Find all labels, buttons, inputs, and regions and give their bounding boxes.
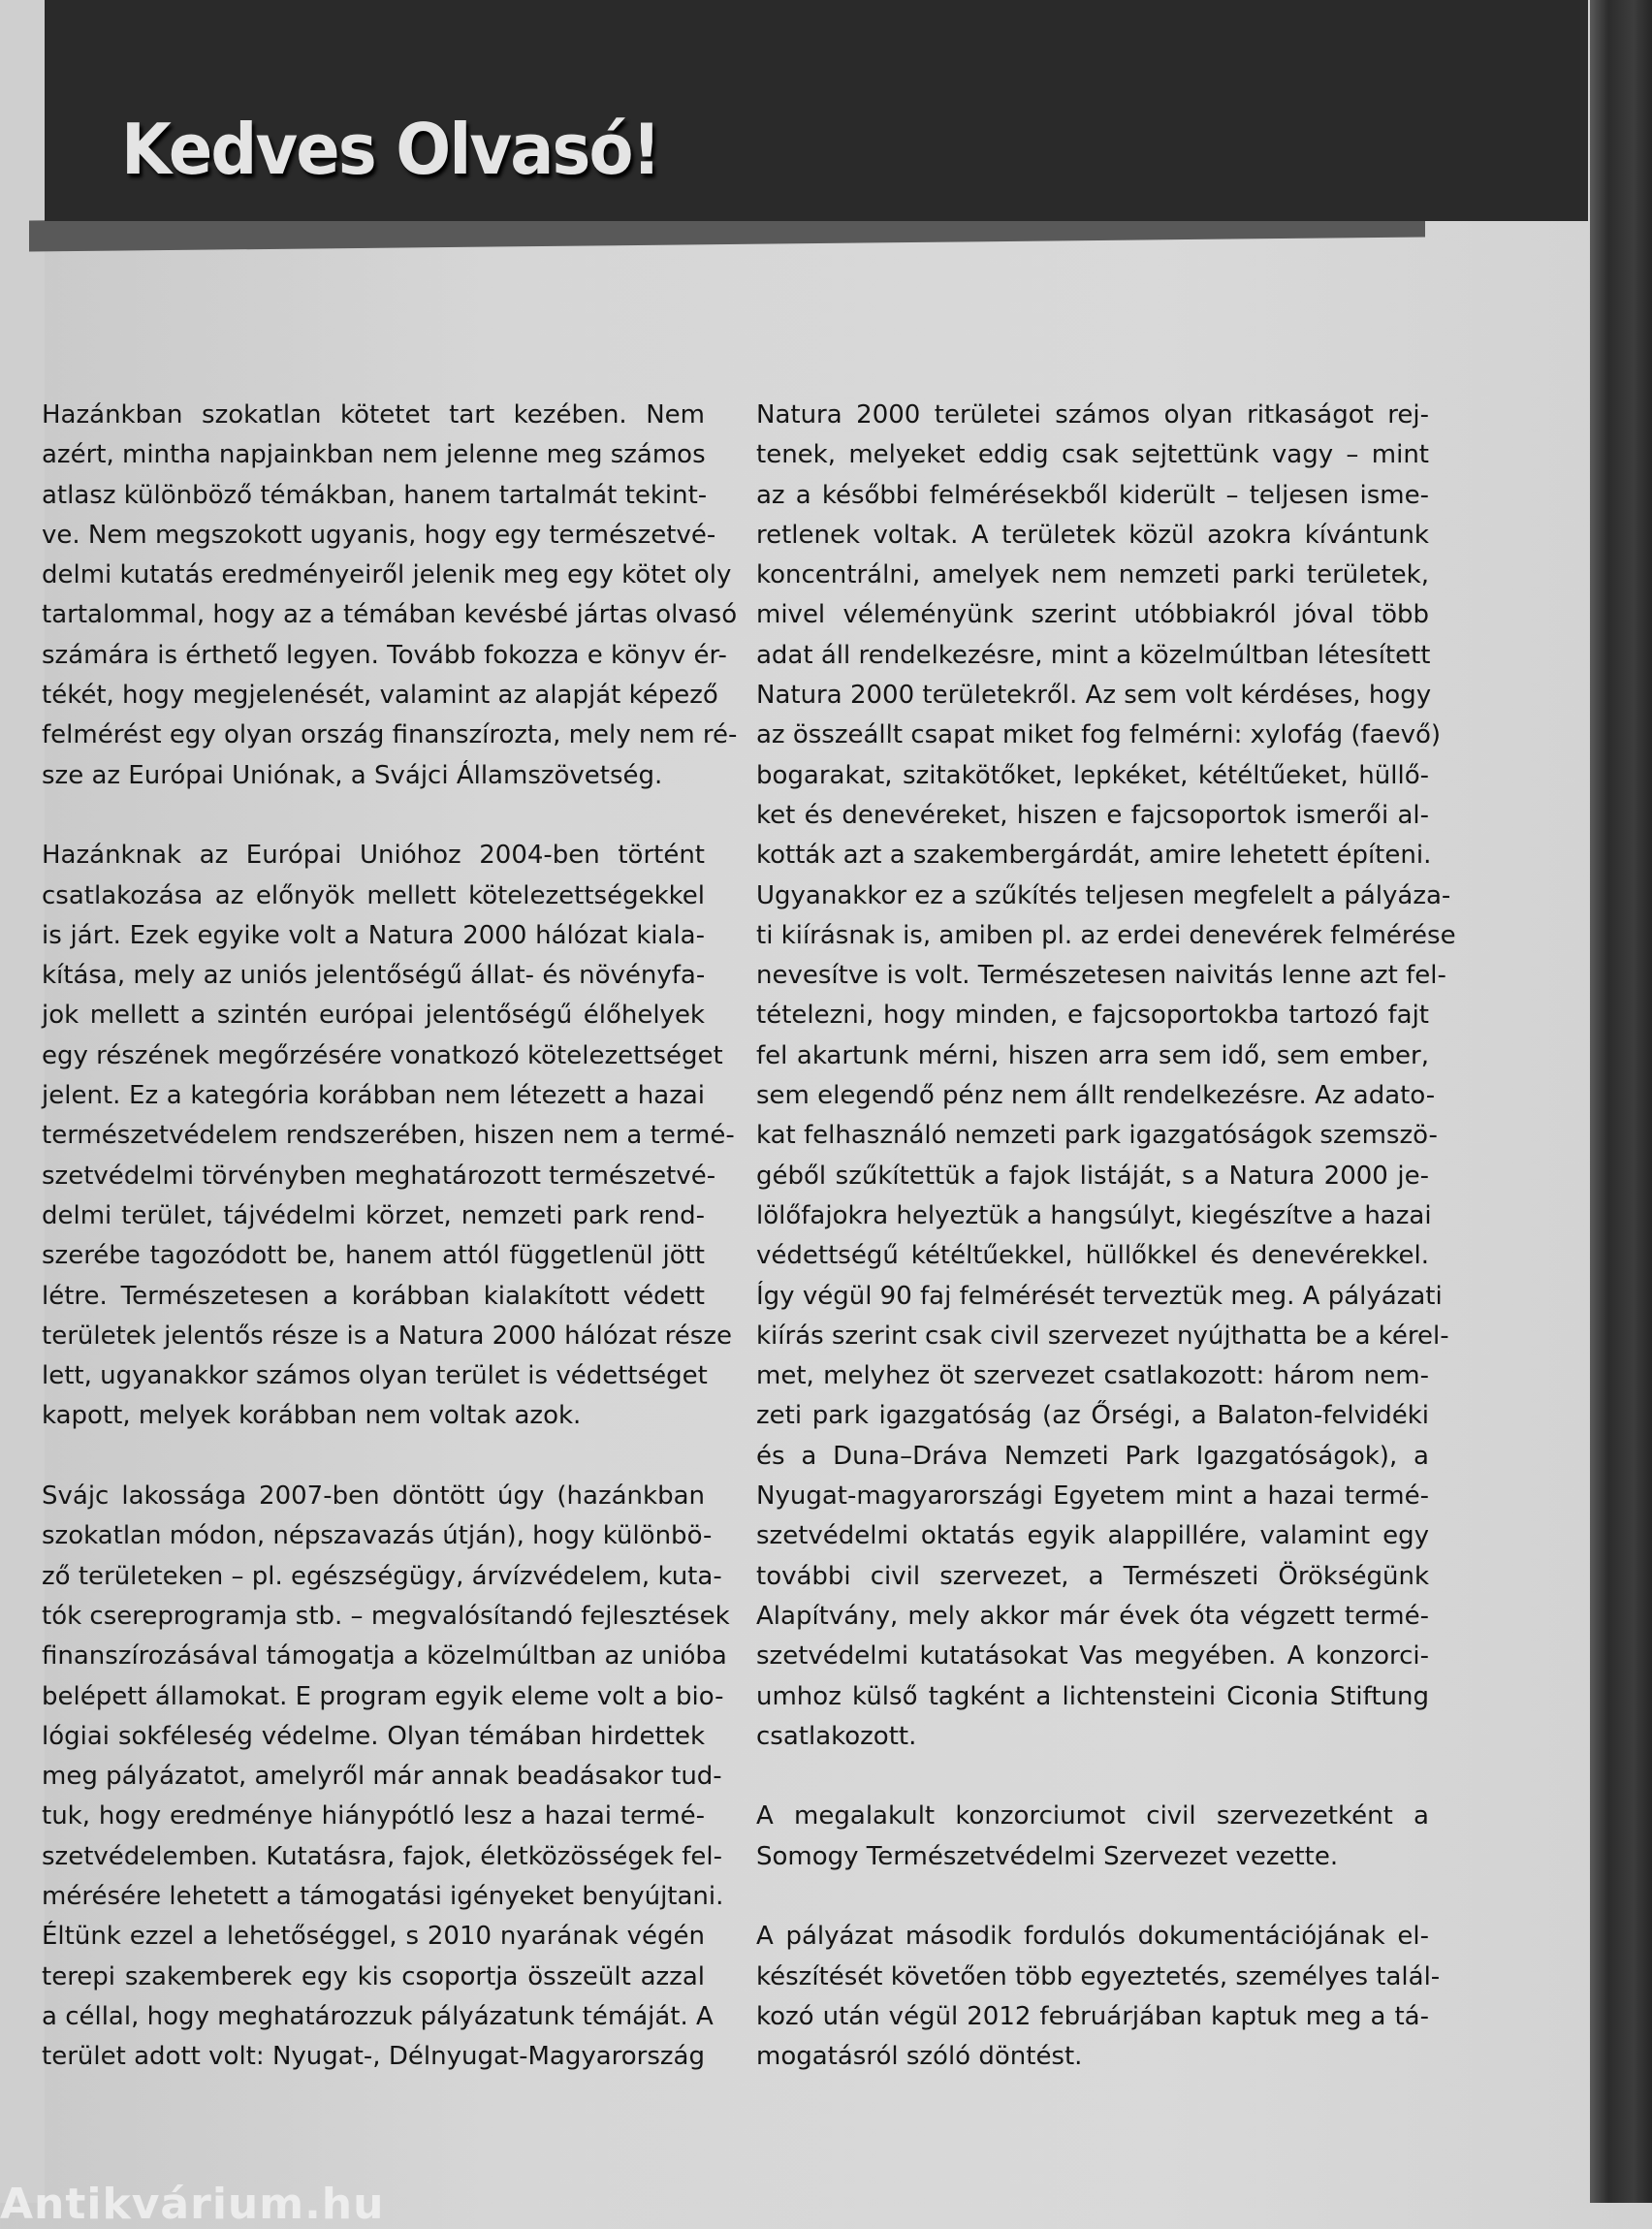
text-line: szetvédelmi oktatás egyik alappillére, valamint egy <box>756 1521 1429 1551</box>
text-line: számára is érthető legyen. Tovább fokozza e könyv ér- <box>42 640 727 670</box>
text-line: meg pályázatot, amelyről már annak beadásakor tud- <box>42 1762 722 1792</box>
text-line: szokatlan módon, népszavazás útján), hogy különbö- <box>42 1521 713 1551</box>
text-line: természetvédelem rendszerében, hiszen nem a termé- <box>42 1121 735 1151</box>
paragraph-gap <box>42 1437 705 1477</box>
text-line: Éltünk ezzel a lehetőséggel, s 2010 nyarának végén <box>42 1922 705 1952</box>
text-line: az a későbbi felmérésekből kiderült – teljesen isme- <box>756 480 1429 510</box>
text-line: ti kiírásnak is, amiben pl. az erdei denevérek felmérése <box>756 920 1456 950</box>
text-line: tuk, hogy eredménye hiánypótló lesz a hazai termé- <box>42 1801 705 1831</box>
text-line: csatlakozott. <box>756 1721 917 1751</box>
text-line: azért, mintha napjainkban nem jelenne meg számos <box>42 440 706 470</box>
text-line: koncentrálni, amelyek nem nemzeti parki területek, <box>756 560 1429 590</box>
text-line: A pályázat második fordulós dokumentációjának el- <box>756 1922 1429 1952</box>
watermark: Antikvárium.hu <box>0 2180 385 2229</box>
text-line: védettségű kétéltűekkel, hüllőkkel és denevérekkel. <box>756 1241 1429 1271</box>
text-line: met, melyhez öt szervezet csatlakozott: három nem- <box>756 1361 1429 1391</box>
text-line: létre. Természetesen a korábban kialakított védett <box>42 1281 705 1311</box>
text-line: ző területeken – pl. egészségügy, árvízvédelem, kuta- <box>42 1561 722 1591</box>
text-line: atlasz különböző témákban, hanem tartalmát tekint- <box>42 480 708 510</box>
text-line: Hazánknak az Európai Unióhoz 2004-ben történt <box>42 841 705 871</box>
text-line: készítését követően több egyeztetés, személyes talál- <box>756 1961 1441 1991</box>
text-line: delmi terület, tájvédelmi körzet, nemzeti park rend- <box>42 1200 705 1230</box>
text-line: tételezni, hogy minden, e fajcsoportokba tartozó fajt <box>756 1001 1429 1031</box>
text-line: A megalakult konzorciumot civil szervezetként a <box>756 1801 1429 1831</box>
text-line: belépett államokat. E program egyik eleme volt a bio- <box>42 1681 724 1711</box>
text-line: terepi szakemberek egy kis csoportja összeült azzal <box>42 1961 705 1991</box>
text-line: ket és denevéreket, hiszen e fajcsoportok ismerői al- <box>756 800 1429 830</box>
text-line: csatlakozása az előnyök mellett kötelezettségekkel <box>42 880 705 910</box>
text-line: szetvédelmi törvényben meghatározott természetvé- <box>42 1161 716 1191</box>
paragraph <box>42 836 735 1436</box>
text-line: kapott, melyek korábban nem voltak azok. <box>42 1401 582 1431</box>
text-line: sze az Európai Uniónak, a Svájci Államszövetség. <box>42 760 663 790</box>
text-line: adat áll rendelkezésre, mint a közelmúltban létesített <box>756 640 1431 670</box>
page-title: Kedves Olvasó! <box>121 109 660 190</box>
text-line: tók csereprogramja stb. – megvalósítandó fejlesztések <box>42 1601 730 1631</box>
text-line: az összeállt csapat miket fog felmérni: xylofág (faevő) <box>756 720 1442 750</box>
text-line: ve. Nem megszokott ugyanis, hogy egy természetvé- <box>42 520 716 550</box>
text-line: bogarakat, szitakötőket, lepkéket, kétéltűeket, hüllő- <box>756 760 1429 790</box>
text-line: tenek, melyeket eddig csak sejtettünk vagy – mint <box>756 440 1429 470</box>
text-line: Így végül 90 faj felmérését terveztük meg. A pályázati <box>756 1281 1443 1311</box>
text-line: géből szűkítettük a fajok listáját, s a Natura 2000 je- <box>756 1161 1429 1191</box>
text-line: sem elegendő pénz nem állt rendelkezésre. Az adato- <box>756 1081 1436 1111</box>
text-line: kat felhasználó nemzeti park igazgatóságok szemszö- <box>756 1121 1438 1151</box>
text-line: terület adott volt: Nyugat-, Délnyugat-Magyarország <box>42 2042 705 2072</box>
paragraph-gap <box>756 1877 1429 1917</box>
text-line: tékét, hogy megjelenését, valamint az alapját képező <box>42 681 718 711</box>
text-line: felmérést egy olyan ország finanszírozta, mely nem ré- <box>42 720 738 750</box>
book-edge <box>1590 0 1652 2203</box>
text-line: lett, ugyanakkor számos olyan terület is védettséget <box>42 1361 708 1391</box>
text-line: Alapítvány, mely akkor már évek óta végzett termé- <box>756 1601 1429 1631</box>
text-line: Hazánkban szokatlan kötetet tart kezében. Nem <box>42 400 705 430</box>
text-line: kozó után végül 2012 februárjában kaptuk meg a tá- <box>756 2001 1429 2031</box>
paragraph <box>756 1917 1441 2077</box>
text-line: is járt. Ezek egyike volt a Natura 2000 hálózat kiala- <box>42 920 705 950</box>
text-line: nevesítve is volt. Természetesen naivitás lenne azt fel- <box>756 961 1446 991</box>
text-line: és a Duna–Dráva Nemzeti Park Igazgatóságok), a <box>756 1441 1429 1471</box>
paragraph-gap <box>756 1757 1429 1797</box>
paragraph <box>42 1477 730 2077</box>
text-line: delmi kutatás eredményeiről jelenik meg egy kötet oly <box>42 560 732 590</box>
text-line: retlenek voltak. A területek közül azokra kívántunk <box>756 520 1429 550</box>
text-line: umhoz külső tagként a lichtensteini Ciconia Stiftung <box>756 1681 1429 1711</box>
paragraph <box>756 396 1456 1757</box>
text-line: a céllal, hogy meghatározzuk pályázatunk témáját. A <box>42 2001 714 2031</box>
text-line: jelent. Ez a kategória korábban nem létezett a hazai <box>42 1081 705 1111</box>
text-line: szerébe tagozódott be, hanem attól függetlenül jött <box>42 1241 705 1271</box>
text-line: szetvédelemben. Kutatásra, fajok, életközösségek fel- <box>42 1841 722 1871</box>
text-line: Natura 2000 területei számos olyan ritkaságot rej- <box>756 400 1429 430</box>
text-line: fel akartunk mérni, hiszen arra sem idő, sem ember, <box>756 1040 1429 1070</box>
paragraph <box>756 1797 1429 1877</box>
text-line: mérésére lehetett a támogatási igényeket benyújtani. <box>42 1881 724 1911</box>
text-line: jok mellett a szintén európai jelentőségű élőhelyek <box>42 1001 705 1031</box>
text-line: Somogy Természetvédelmi Szervezet vezette. <box>756 1841 1339 1871</box>
text-line: területek jelentős része is a Natura 2000 hálózat része <box>42 1321 732 1351</box>
text-line: további civil szervezet, a Természeti Örökségünk <box>756 1561 1429 1591</box>
page-margin <box>0 0 45 2203</box>
text-line: kották azt a szakembergárdát, amire lehetett építeni. <box>756 841 1432 871</box>
text-column-left <box>42 396 738 2077</box>
text-line: Nyugat-magyarországi Egyetem mint a hazai termé- <box>756 1481 1429 1512</box>
text-line: egy részének megőrzésére vonatkozó kötelezettséget <box>42 1040 723 1070</box>
text-line: lölőfajokra helyeztük a hangsúlyt, kiegészítve a hazai <box>756 1200 1432 1230</box>
paragraph-gap <box>42 796 705 836</box>
text-line: kiírás szerint csak civil szervezet nyújthatta be a kérel- <box>756 1321 1449 1351</box>
text-line: zeti park igazgatóság (az Őrségi, a Balaton-felvidéki <box>756 1401 1429 1431</box>
text-line: Svájc lakossága 2007-ben döntött úgy (hazánkban <box>42 1481 705 1512</box>
text-line: tartalommal, hogy az a témában kevésbé jártas olvasó <box>42 600 738 630</box>
text-line: mivel véleményünk szerint utóbbiakról jóval több <box>756 600 1429 630</box>
text-line: Natura 2000 területekről. Az sem volt kérdéses, hogy <box>756 681 1432 711</box>
text-column-right <box>756 396 1456 2077</box>
text-line: kítása, mely az uniós jelentőségű állat- és növényfa- <box>42 961 706 991</box>
text-line: lógiai sokféleség védelme. Olyan témában hirdettek <box>42 1721 705 1751</box>
paragraph <box>42 396 738 796</box>
text-line: Ugyanakkor ez a szűkítés teljesen megfelelt a pályáza- <box>756 880 1451 910</box>
text-line: mogatásról szóló döntést. <box>756 2042 1083 2072</box>
text-line: szetvédelmi kutatásokat Vas megyében. A konzorci- <box>756 1641 1429 1672</box>
text-line: finanszírozásával támogatja a közelmúltban az unióba <box>42 1641 727 1672</box>
